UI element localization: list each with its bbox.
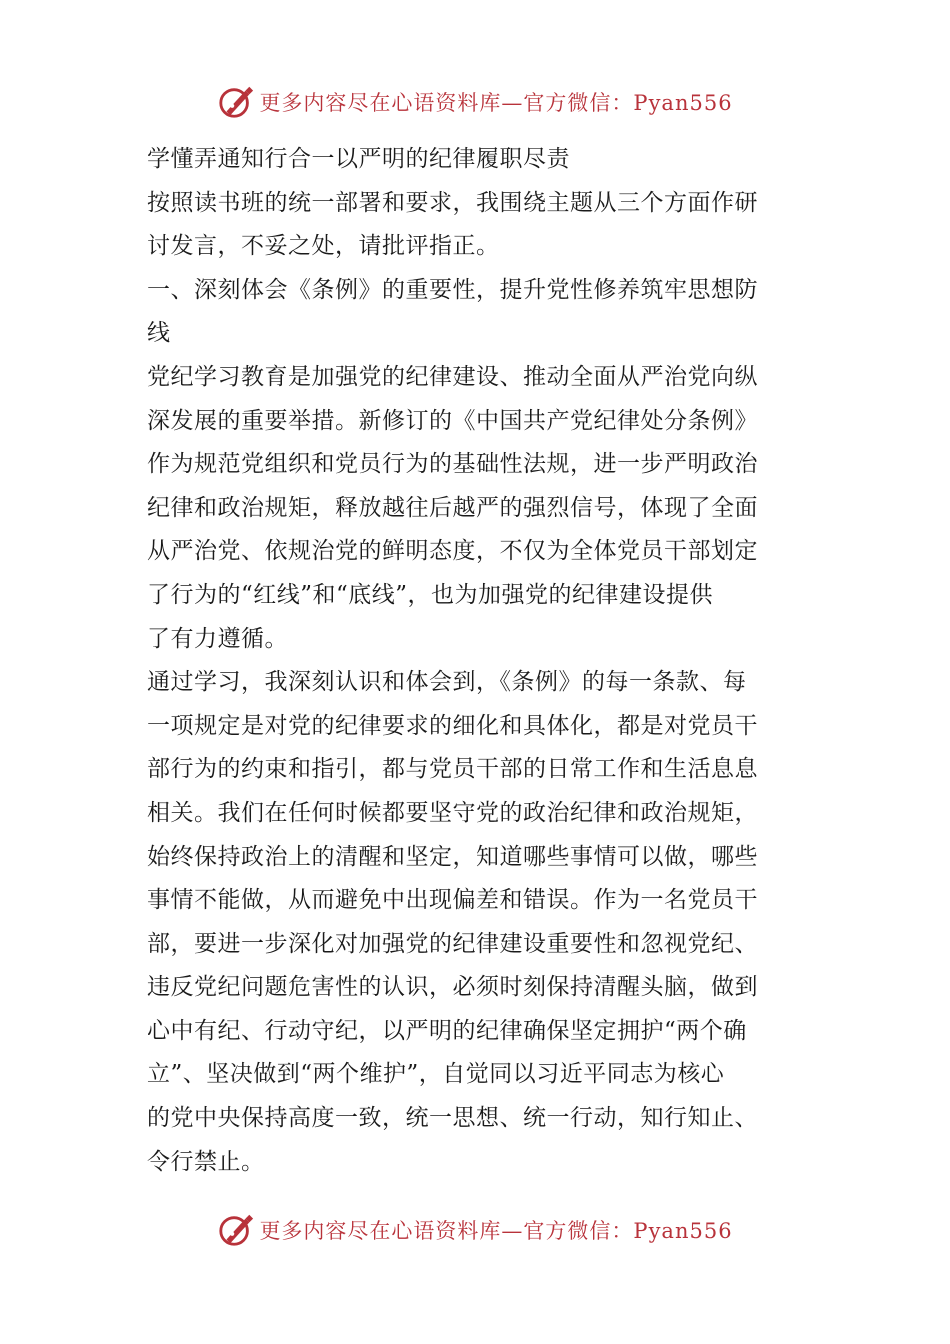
paragraph-line: 通过学习，我深刻认识和体会到，《条例》的每一条款、每 <box>147 669 747 696</box>
paragraph-line: 从严治党、依规治党的鲜明态度，不仅为全体党员干部划定 <box>147 538 758 565</box>
footer-banner <box>0 1206 950 1254</box>
paragraph-line: 深发展的重要举措。新修订的《中国共产党纪律处分条例》 <box>147 407 758 434</box>
paragraph-line: 作为规范党组织和党员行为的基础性法规，进一步严明政治 <box>147 451 758 478</box>
pen-seal-logo-icon <box>217 1211 255 1249</box>
paragraph-line: 党纪学习教育是加强党的纪律建设、推动全面从严治党向纵 <box>147 363 758 390</box>
banner-text: 更多内容尽在心语资料库—官方微信：Pyan556 <box>259 91 733 115</box>
paragraph-line: 了行为的“红线”和“底线”，也为加强党的纪律建设提供 <box>147 581 714 608</box>
paragraph-line: 部行为的约束和指引，都与党员干部的日常工作和生活息息 <box>147 756 758 783</box>
paragraph-line: 相关。我们在任何时候都要坚守党的政治纪律和政治规矩， <box>147 799 758 826</box>
paragraph-line: 一项规定是对党的纪律要求的细化和具体化，都是对党员干 <box>147 712 758 739</box>
pen-seal-logo-icon <box>217 83 255 121</box>
paragraph-line: 了有力遵循。 <box>147 625 288 652</box>
paragraph-line: 按照读书班的统一部署和要求，我围绕主题从三个方面作研 <box>147 189 758 216</box>
paragraph-line: 立”、坚决做到“两个维护”，自觉同以习近平同志为核心 <box>147 1061 725 1088</box>
paragraph-line: 令行禁止。 <box>147 1148 265 1175</box>
paragraph-line: 讨发言，不妥之处，请批评指正。 <box>147 233 500 260</box>
paragraph-line: 的党中央保持高度一致，统一思想、统一行动，知行知止、 <box>147 1105 758 1132</box>
banner-text: 更多内容尽在心语资料库—官方微信：Pyan556 <box>259 1219 733 1243</box>
paragraph-line: 事情不能做，从而避免中出现偏差和错误。作为一名党员干 <box>147 887 758 914</box>
paragraph-line: 部，要进一步深化对加强党的纪律建设重要性和忽视党纪、 <box>147 930 758 957</box>
section-heading-line: 线 <box>147 320 171 347</box>
paragraph-line: 心中有纪、行动守纪，以严明的纪律确保坚定拥护“两个确 <box>147 1017 747 1044</box>
paragraph-line: 纪律和政治规矩，释放越往后越严的强烈信号，体现了全面 <box>147 494 758 521</box>
document-body <box>147 138 811 1184</box>
paragraph-line: 违反党纪问题危害性的认识，必须时刻保持清醒头脑，做到 <box>147 974 758 1001</box>
header-banner <box>0 78 950 126</box>
section-heading-line: 一、深刻体会《条例》的重要性，提升党性修养筑牢思想防 <box>147 276 758 303</box>
document-title: 学懂弄通知行合一以严明的纪律履职尽责 <box>147 146 570 172</box>
paragraph-line: 始终保持政治上的清醒和坚定，知道哪些事情可以做，哪些 <box>147 843 758 870</box>
